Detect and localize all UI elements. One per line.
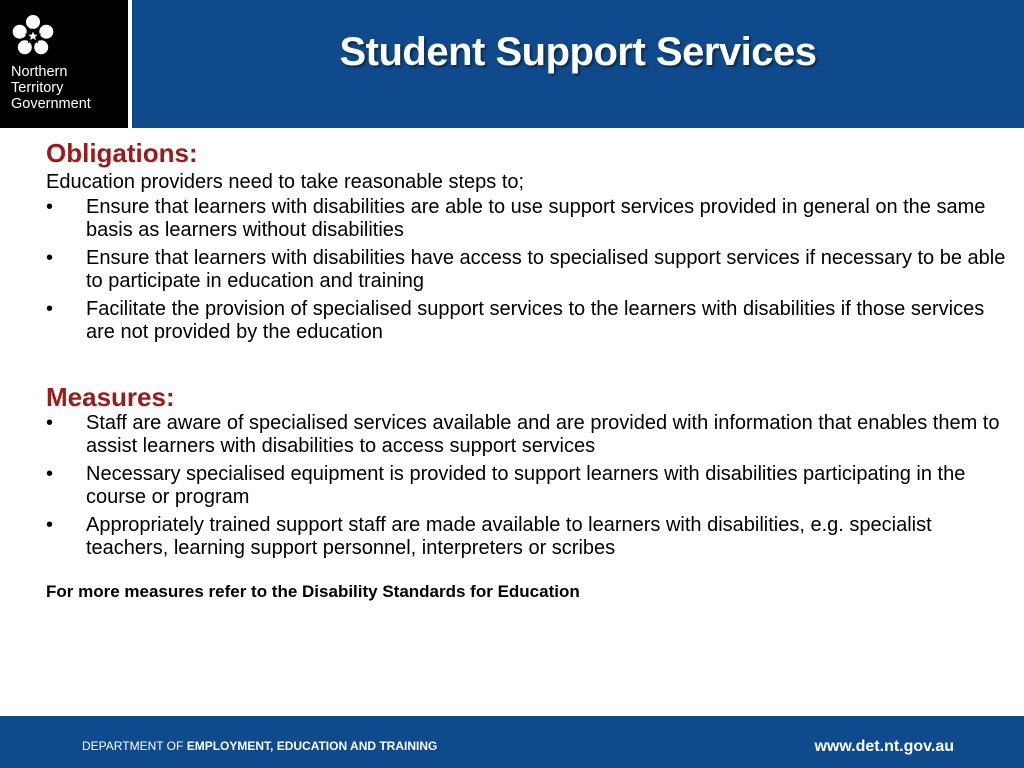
department-name <box>82 739 437 753</box>
department-prefix: DEPARTMENT OF <box>82 739 187 753</box>
nt-government-logo <box>0 0 128 128</box>
slide-title: Student Support Services <box>339 30 817 74</box>
obligations-intro: Education providers need to take reasonable steps to; <box>46 171 525 193</box>
flower-emblem-icon <box>11 14 55 58</box>
logo-wordmark <box>11 64 91 112</box>
department-title: EMPLOYMENT, EDUCATION AND TRAINING <box>186 739 438 753</box>
logo-line: Territory <box>11 80 64 96</box>
footnote: For more measures refer to the Disability Standards for Education <box>46 582 580 601</box>
list-item <box>46 514 1016 560</box>
measures-list <box>46 412 1016 560</box>
list-item-text: Ensure that learners with disabilities have access to specialised support services if necessary to be able to participate in education and training <box>86 247 1006 292</box>
list-item <box>46 463 1016 509</box>
list-item-text: Ensure that learners with disabilities are able to use support services provided in general on the same basis as learners without disabilities <box>86 196 986 241</box>
bullet-marker: • <box>46 298 54 320</box>
slide-body <box>46 138 1016 602</box>
bullet-marker: • <box>46 247 54 269</box>
bullet-marker: • <box>46 463 54 485</box>
list-item <box>46 247 1016 293</box>
bullet-marker: • <box>46 514 54 536</box>
list-item-text: Necessary specialised equipment is provided to support learners with disabilities participating in the course or program <box>86 463 966 508</box>
header-bar <box>0 0 1024 128</box>
list-item <box>46 412 1016 458</box>
obligations-heading: Obligations: <box>46 138 198 168</box>
bullet-marker: • <box>46 412 54 434</box>
list-item-text: Facilitate the provision of specialised support services to the learners with disabilities if those services are not provided by the education <box>86 298 985 343</box>
measures-heading: Measures: <box>46 382 175 412</box>
logo-line: Northern <box>11 64 68 80</box>
list-item-text: Appropriately trained support staff are made available to learners with disabilities, e.g. specialist teachers, learning support personnel, interpreters or scribes <box>86 514 932 559</box>
website-url: www.det.nt.gov.au <box>814 738 954 755</box>
list-item-text: Staff are aware of specialised services available and are provided with information that enables them to assist learners with disabilities to access support services <box>86 412 1000 457</box>
footer-bar <box>0 716 1024 768</box>
list-item <box>46 298 1016 344</box>
list-item <box>46 196 1016 242</box>
obligations-list <box>46 196 1016 344</box>
logo-line: Government <box>11 96 91 112</box>
section-spacer <box>46 349 1016 382</box>
bullet-marker: • <box>46 196 54 218</box>
